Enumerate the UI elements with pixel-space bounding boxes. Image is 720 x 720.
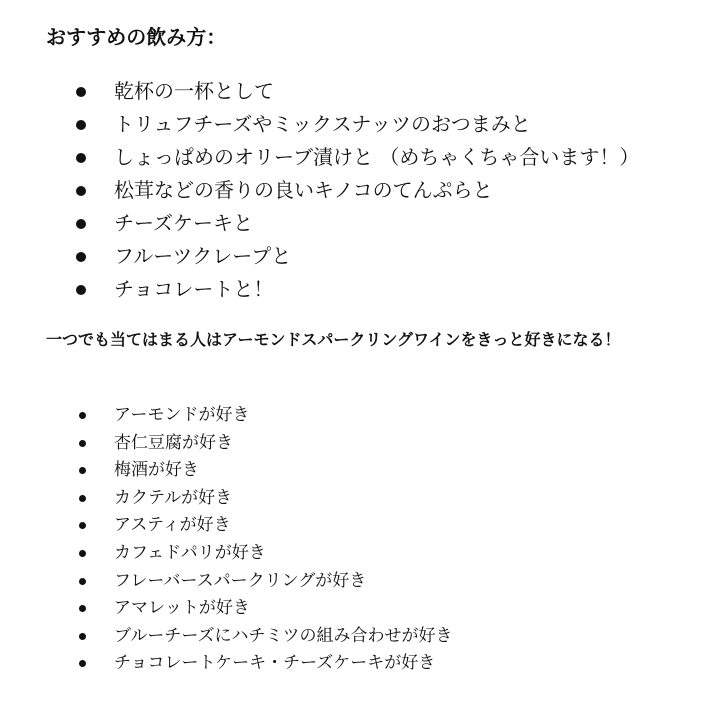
list-item-text: 乾杯の一杯として: [114, 79, 274, 103]
list-item-text: ブルーチーズにハチミツの組み合わせが好き: [114, 625, 453, 646]
bullet-icon: [79, 412, 86, 419]
list-item: [0, 240, 639, 273]
list-item: [0, 207, 639, 240]
list-item: [0, 485, 452, 513]
bullet-icon: [79, 550, 86, 557]
likes-list: [0, 402, 452, 678]
bullet-icon: [76, 252, 86, 262]
bullet-icon: [76, 120, 86, 130]
list-item: [0, 273, 639, 306]
bullet-icon: [79, 605, 86, 612]
bullet-icon: [76, 285, 86, 295]
list-item: [0, 457, 452, 485]
bullet-icon: [79, 467, 86, 474]
list-item: [0, 108, 639, 141]
bullet-icon: [79, 660, 86, 667]
list-item-text: しょっぱめのオリーブ漬けと （めちゃくちゃ合います！）: [114, 145, 640, 169]
bullet-icon: [79, 440, 86, 447]
list-item-text: アスティが好き: [114, 515, 231, 536]
list-item: [0, 141, 639, 174]
list-item: [0, 568, 452, 596]
statement-text: 一つでも当てはまる人はアーモンドスパークリングワインをきっと好きになる！: [46, 330, 621, 349]
list-item: [0, 75, 639, 108]
list-item-text: アーモンドが好き: [114, 405, 250, 425]
list-item: [0, 623, 452, 651]
list-item: [0, 540, 452, 568]
bullet-icon: [79, 633, 86, 640]
list-item-text: トリュフチーズやミックスナッツのおつまみと: [114, 112, 531, 136]
list-item-text: カフェドパリが好き: [114, 542, 266, 563]
bullet-icon: [76, 153, 86, 163]
list-item: [0, 595, 452, 623]
list-item: [0, 512, 452, 540]
list-item-text: 松茸などの香りの良いキノコのてんぷらと: [114, 178, 493, 202]
bullet-icon: [79, 578, 86, 585]
list-item: [0, 402, 452, 430]
list-item: [0, 650, 452, 678]
list-item-text: チョコレートと！: [114, 277, 274, 301]
bullet-icon: [76, 87, 86, 97]
list-item-text: フルーツクレープと: [114, 244, 292, 268]
list-item: [0, 174, 639, 207]
list-item-text: 杏仁豆腐が好き: [114, 432, 233, 453]
page-heading: おすすめの飲み方：: [46, 25, 227, 49]
bullet-icon: [79, 522, 86, 529]
list-item: [0, 430, 452, 458]
bullet-icon: [76, 186, 86, 196]
list-item-text: アマレットが好き: [114, 598, 250, 619]
drinking-style-list: [0, 75, 639, 306]
list-item-text: カクテルが好き: [114, 487, 233, 508]
list-item-text: チーズケーキと: [114, 211, 253, 235]
list-item-text: チョコレートケーキ・チーズケーキが好き: [114, 653, 436, 674]
bullet-icon: [79, 495, 86, 502]
list-item-text: フレーバースパークリングが好き: [114, 570, 367, 591]
bullet-icon: [76, 219, 86, 229]
list-item-text: 梅酒が好き: [114, 460, 199, 481]
